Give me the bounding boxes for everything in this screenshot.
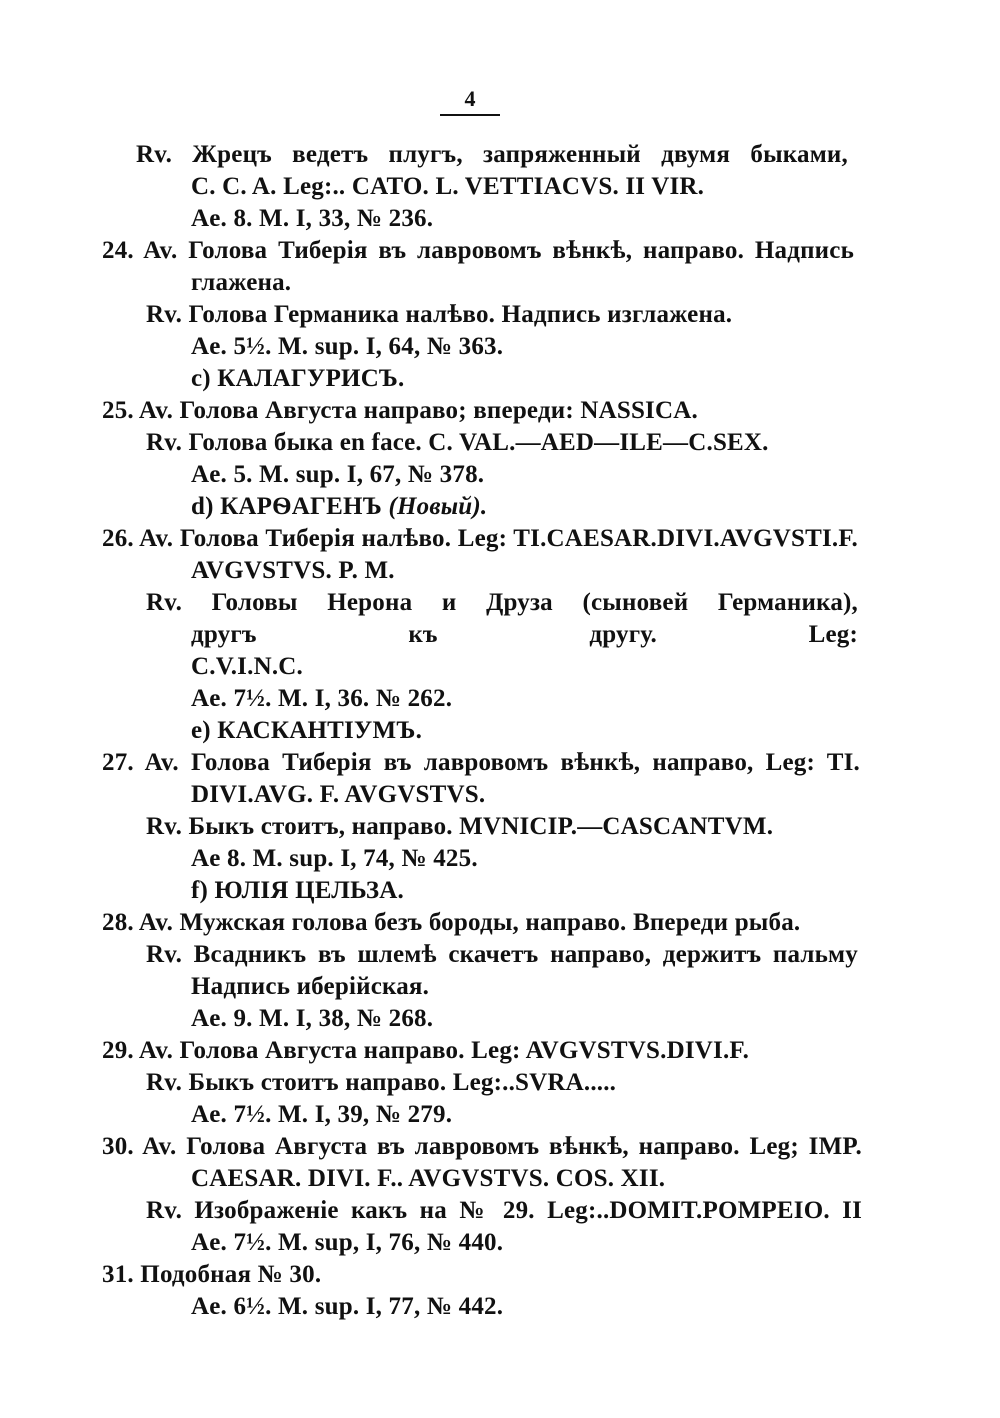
text-line: другъ къ другу. Leg:	[191, 621, 858, 648]
text-line: 30. Av. Голова Августа въ лавровомъ вѣнкѣ, направо. Leg; IMP.	[102, 1133, 862, 1160]
text-line: Rv. Быкъ стоитъ, направо. MVNICIP.—CASCANTVM.	[146, 813, 774, 840]
text-line: Ae. 5½. M. sup. I, 64, № 363.	[191, 333, 504, 360]
text-line: Ae. 5. M. sup. I, 67, № 378.	[191, 461, 485, 488]
text-line: C. C. A. Leg:.. CATO. L. VETTIACVS. II VIR.	[191, 173, 705, 200]
text-line: Ae. 9. M. I, 38, № 268.	[191, 1005, 434, 1032]
text-line: 24. Av. Голова Тиберія въ лавровомъ вѣнкѣ, направо. Надпись	[102, 237, 854, 264]
text-line: Ae. 7½. M. I, 36. № 262.	[191, 685, 453, 712]
text-line: Надпись иберійская.	[191, 973, 430, 1000]
page-number: 4	[440, 86, 500, 116]
section-heading: e) КАСКАНТІУМЪ.	[191, 717, 423, 744]
text-line: 31. Подобная № 30.	[102, 1261, 322, 1288]
text-line: Ae. 8. M. I, 33, № 236.	[191, 205, 434, 232]
text-line: Rv. Голова быка en face. C. VAL.—AED—ILE—C.SEX.	[146, 429, 769, 456]
text-line: 26. Av. Голова Тиберія налѣво. Leg: TI.CAESAR.DIVI.AVGVSTI.F.	[102, 525, 858, 552]
text-line: Rv. Всадникъ въ шлемѣ скачетъ направо, держитъ пальму	[146, 941, 858, 968]
section-heading: f) ЮЛІЯ ЦЕЛЬЗА.	[191, 877, 404, 904]
text-line: 25. Av. Голова Августа направо; впереди: NASSICA.	[102, 397, 698, 424]
text-line: Ae 8. M. sup. I, 74, № 425.	[191, 845, 478, 872]
section-heading-note: (Новый).	[388, 493, 488, 520]
text-line: глажена.	[191, 269, 292, 296]
text-line: Ae. 7½. M. sup, I, 76, № 440.	[191, 1229, 504, 1256]
text-line: C.V.I.N.C.	[191, 653, 303, 680]
text-line: CAESAR. DIVI. F.. AVGVSTVS. COS. XII.	[191, 1165, 666, 1192]
section-heading	[191, 492, 487, 522]
text-line: Rv. Быкъ стоитъ направо. Leg:..SVRA.....	[146, 1069, 617, 1096]
text-line: Rv. Головы Нерона и Друза (сыновей Германика),	[146, 589, 858, 616]
section-heading-title: d) КАРѲАГЕНЪ	[191, 493, 382, 520]
text-line: Rv. Голова Германика налѣво. Надпись изглажена.	[146, 301, 733, 328]
text-line: DIVI.AVG. F. AVGVSTVS.	[191, 781, 486, 808]
text-line: 29. Av. Голова Августа направо. Leg: AVGVSTVS.DIVI.F.	[102, 1037, 750, 1064]
text-line: 28. Av. Мужская голова безъ бороды, направо. Впереди рыба.	[102, 909, 801, 936]
text-line: Ae. 7½. M. I, 39, № 279.	[191, 1101, 453, 1128]
text-line: AVGVSTVS. P. M.	[191, 557, 395, 584]
text-line: Rv. Изображеніе какъ на № 29. Leg:..DOMIT.POMPEIO. II	[146, 1197, 862, 1224]
section-heading: c) КАЛАГУРИСЪ.	[191, 365, 405, 392]
text-line: Rv. Жрецъ ведетъ плугъ, запряженный двумя быками,	[136, 141, 848, 168]
text-line: 27. Av. Голова Тиберія въ лавровомъ вѣнкѣ, направо, Leg: TI.	[102, 749, 860, 776]
text-line: Ae. 6½. M. sup. I, 77, № 442.	[191, 1293, 504, 1320]
